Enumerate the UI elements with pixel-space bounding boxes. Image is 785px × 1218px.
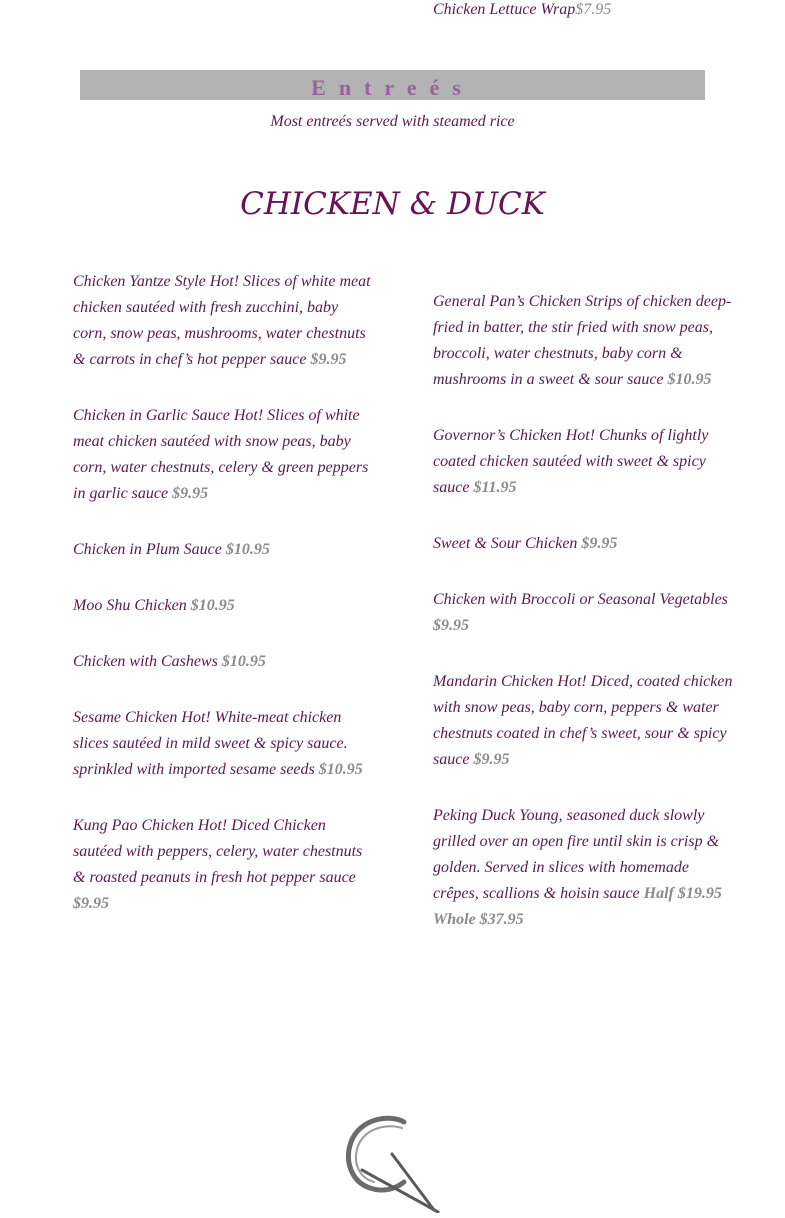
item-name: Chicken with Broccoli or Seasonal Vegetables [433,591,728,608]
item-price-half: Half $19.95 [643,885,722,902]
menu-item [73,813,373,917]
menu-column-right [433,289,733,963]
menu-item [73,705,373,783]
item-name: Peking Duck [433,807,516,824]
item-name: General Pan’s Chicken [433,293,582,310]
item-price: $9.95 [172,485,209,502]
item-description: Hot! Diced, coated chicken with snow peas, baby corn, peppers & water chestnuts coated in chef’s sweet, sour & spicy sauce [433,673,733,768]
item-price: $9.95 [310,351,347,368]
item-description: Hot! Slices of white meat chicken sautéed with snow peas, baby corn, water chestnuts, celery & green peppers in garlic sauce [73,407,369,502]
section-bar [80,70,705,100]
item-name: Governor’s Chicken [433,427,562,444]
item-description: Strips of chicken deep-fried in batter, the stir fried with snow peas, broccoli, water chestnuts, baby corn & mushrooms in a sweet & sour sauce [433,293,732,388]
menu-item [433,803,733,933]
item-name: Sweet & Sour Chicken [433,535,578,552]
item-price: $10.95 [221,653,266,670]
item-price: $10.95 [667,371,712,388]
item-price: $9.95 [433,617,469,634]
menu-item [433,669,733,773]
item-price: $11.95 [473,479,517,496]
item-name: Chicken with Cashews [73,653,218,670]
item-description: Hot! Diced Chicken sautéed with peppers, celery, water chestnuts & roasted peanuts in fresh hot pepper sauce [73,817,363,886]
item-price: $9.95 [73,895,109,912]
item-description: Hot! Chunks of lightly coated chicken sautéed with sweet & spicy sauce [433,427,709,496]
item-name: Chicken Lettuce Wrap [433,1,576,18]
item-price: $7.95 [575,1,612,18]
item-name: Chicken in Garlic Sauce [73,407,230,424]
item-price: $10.95 [190,597,235,614]
menu-item [433,531,733,557]
menu-column-left [73,269,373,947]
menu-item [73,269,373,373]
menu-item-chicken-lettuce-wrap [433,0,611,23]
menu-item [73,649,373,675]
menu-item [73,403,373,507]
menu-item [433,587,733,639]
item-price: $9.95 [581,535,618,552]
item-description: Hot! Slices of white meat chicken sautéed with fresh zucchini, baby corn, snow peas, mushrooms, water chestnuts & carrots in chef’s hot pepper sauce [73,273,371,368]
item-price-whole: Whole $37.95 [433,911,524,928]
chopsticks-logo-icon [342,1112,442,1213]
item-name: Sesame Chicken [73,709,178,726]
section-title: Entreés [311,75,474,100]
menu-item [73,593,373,619]
item-name: Kung Pao Chicken [73,817,194,834]
item-description: Hot! White-meat chicken slices sautéed in mild sweet & spicy sauce. sprinkled with imported sesame seeds [73,709,348,778]
item-description: Young, seasoned duck slowly grilled over an open fire until skin is crisp & golden. Served in slices with homemade crêpes, scallions & hoisin sauce [433,807,720,902]
item-price: $10.95 [318,761,363,778]
item-name: Chicken Yantze Style [73,273,206,290]
item-name: Chicken in Plum Sauce [73,541,222,558]
item-price: $9.95 [473,751,510,768]
menu-item [433,423,733,501]
category-heading: CHICKEN & DUCK [240,186,545,222]
item-price: $10.95 [225,541,270,558]
menu-item [73,537,373,563]
menu-item [433,289,733,393]
item-name: Mandarin Chicken [433,673,554,690]
item-name: Moo Shu Chicken [73,597,187,614]
section-subtitle: Most entreés served with steamed rice [270,113,515,130]
